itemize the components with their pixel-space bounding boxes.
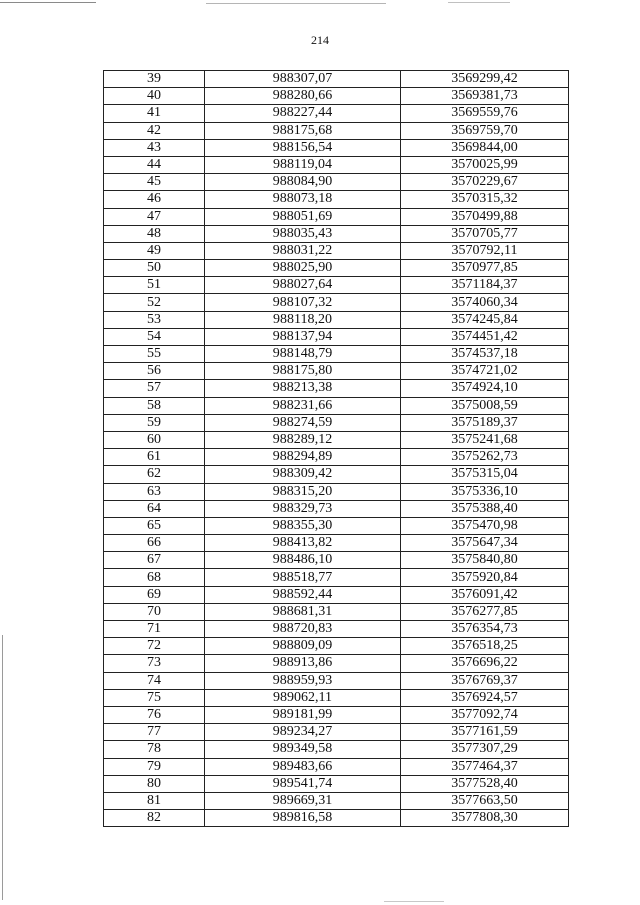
table-row xyxy=(104,569,569,586)
x-coordinate-cell: 988913,86 xyxy=(205,655,401,672)
x-coordinate-cell: 988119,04 xyxy=(205,156,401,173)
x-coordinate-cell: 988280,66 xyxy=(205,88,401,105)
x-coordinate-cell: 988051,69 xyxy=(205,208,401,225)
point-number-cell: 68 xyxy=(104,569,205,586)
x-coordinate-cell: 988315,20 xyxy=(205,483,401,500)
x-coordinate-cell: 988148,79 xyxy=(205,346,401,363)
x-coordinate-cell: 988486,10 xyxy=(205,552,401,569)
x-coordinate-cell: 988156,54 xyxy=(205,139,401,156)
point-number-cell: 76 xyxy=(104,706,205,723)
x-coordinate-cell: 988413,82 xyxy=(205,535,401,552)
y-coordinate-cell: 3575241,68 xyxy=(401,431,569,448)
y-coordinate-cell: 3576518,25 xyxy=(401,638,569,655)
y-coordinate-cell: 3576696,22 xyxy=(401,655,569,672)
y-coordinate-cell: 3574721,02 xyxy=(401,363,569,380)
y-coordinate-cell: 3576091,42 xyxy=(401,586,569,603)
x-coordinate-cell: 988329,73 xyxy=(205,500,401,517)
table-row xyxy=(104,311,569,328)
x-coordinate-cell: 988518,77 xyxy=(205,569,401,586)
table-row xyxy=(104,552,569,569)
x-coordinate-cell: 988025,90 xyxy=(205,260,401,277)
x-coordinate-cell: 988294,89 xyxy=(205,449,401,466)
y-coordinate-cell: 3571184,37 xyxy=(401,277,569,294)
point-number-cell: 78 xyxy=(104,741,205,758)
table-row xyxy=(104,655,569,672)
y-coordinate-cell: 3576354,73 xyxy=(401,621,569,638)
x-coordinate-cell: 988809,09 xyxy=(205,638,401,655)
x-coordinate-cell: 988031,22 xyxy=(205,242,401,259)
x-coordinate-cell: 989181,99 xyxy=(205,706,401,723)
x-coordinate-cell: 988175,68 xyxy=(205,122,401,139)
x-coordinate-cell: 988118,20 xyxy=(205,311,401,328)
y-coordinate-cell: 3575315,04 xyxy=(401,466,569,483)
point-number-cell: 70 xyxy=(104,603,205,620)
point-number-cell: 42 xyxy=(104,122,205,139)
y-coordinate-cell: 3574537,18 xyxy=(401,346,569,363)
table-row xyxy=(104,689,569,706)
point-number-cell: 72 xyxy=(104,638,205,655)
point-number-cell: 53 xyxy=(104,311,205,328)
table-row xyxy=(104,586,569,603)
table-row xyxy=(104,88,569,105)
table-row xyxy=(104,122,569,139)
point-number-cell: 65 xyxy=(104,517,205,534)
table-row xyxy=(104,466,569,483)
x-coordinate-cell: 988309,42 xyxy=(205,466,401,483)
y-coordinate-cell: 3575470,98 xyxy=(401,517,569,534)
page-number: 214 xyxy=(311,33,329,47)
table-row xyxy=(104,260,569,277)
x-coordinate-cell: 989669,31 xyxy=(205,792,401,809)
y-coordinate-cell: 3570499,88 xyxy=(401,208,569,225)
point-number-cell: 47 xyxy=(104,208,205,225)
y-coordinate-cell: 3575920,84 xyxy=(401,569,569,586)
x-coordinate-cell: 988959,93 xyxy=(205,672,401,689)
table-row xyxy=(104,397,569,414)
point-number-cell: 56 xyxy=(104,363,205,380)
x-coordinate-cell: 988084,90 xyxy=(205,174,401,191)
scan-edge-line xyxy=(2,635,3,900)
table-row xyxy=(104,431,569,448)
table-row xyxy=(104,414,569,431)
y-coordinate-cell: 3575647,34 xyxy=(401,535,569,552)
table-row xyxy=(104,346,569,363)
y-coordinate-cell: 3570025,99 xyxy=(401,156,569,173)
x-coordinate-cell: 988213,38 xyxy=(205,380,401,397)
table-row xyxy=(104,638,569,655)
x-coordinate-cell: 988073,18 xyxy=(205,191,401,208)
table-row xyxy=(104,277,569,294)
x-coordinate-cell: 988107,32 xyxy=(205,294,401,311)
point-number-cell: 50 xyxy=(104,260,205,277)
x-coordinate-cell: 988592,44 xyxy=(205,586,401,603)
y-coordinate-cell: 3577092,74 xyxy=(401,706,569,723)
y-coordinate-cell: 3575262,73 xyxy=(401,449,569,466)
x-coordinate-cell: 989234,27 xyxy=(205,724,401,741)
y-coordinate-cell: 3575388,40 xyxy=(401,500,569,517)
point-number-cell: 55 xyxy=(104,346,205,363)
y-coordinate-cell: 3574245,84 xyxy=(401,311,569,328)
scan-edge-line xyxy=(0,2,96,3)
table-row xyxy=(104,328,569,345)
point-number-cell: 45 xyxy=(104,174,205,191)
point-number-cell: 67 xyxy=(104,552,205,569)
x-coordinate-cell: 988720,83 xyxy=(205,621,401,638)
y-coordinate-cell: 3570705,77 xyxy=(401,225,569,242)
x-coordinate-cell: 988035,43 xyxy=(205,225,401,242)
table-row xyxy=(104,603,569,620)
table-row xyxy=(104,156,569,173)
table-row xyxy=(104,363,569,380)
point-number-cell: 59 xyxy=(104,414,205,431)
table-row xyxy=(104,517,569,534)
y-coordinate-cell: 3575008,59 xyxy=(401,397,569,414)
y-coordinate-cell: 3575189,37 xyxy=(401,414,569,431)
point-number-cell: 64 xyxy=(104,500,205,517)
x-coordinate-cell: 988227,44 xyxy=(205,105,401,122)
y-coordinate-cell: 3577161,59 xyxy=(401,724,569,741)
table-row xyxy=(104,294,569,311)
y-coordinate-cell: 3577808,30 xyxy=(401,810,569,827)
point-number-cell: 71 xyxy=(104,621,205,638)
y-coordinate-cell: 3570977,85 xyxy=(401,260,569,277)
table-row xyxy=(104,191,569,208)
coordinates-table xyxy=(103,70,569,827)
table-row xyxy=(104,535,569,552)
point-number-cell: 40 xyxy=(104,88,205,105)
point-number-cell: 74 xyxy=(104,672,205,689)
point-number-cell: 80 xyxy=(104,775,205,792)
y-coordinate-cell: 3574060,34 xyxy=(401,294,569,311)
point-number-cell: 73 xyxy=(104,655,205,672)
y-coordinate-cell: 3575336,10 xyxy=(401,483,569,500)
point-number-cell: 79 xyxy=(104,758,205,775)
x-coordinate-cell: 989816,58 xyxy=(205,810,401,827)
x-coordinate-cell: 988681,31 xyxy=(205,603,401,620)
table-row xyxy=(104,792,569,809)
point-number-cell: 69 xyxy=(104,586,205,603)
x-coordinate-cell: 989062,11 xyxy=(205,689,401,706)
scan-edge-line xyxy=(206,3,386,4)
point-number-cell: 49 xyxy=(104,242,205,259)
x-coordinate-cell: 988137,94 xyxy=(205,328,401,345)
y-coordinate-cell: 3569299,42 xyxy=(401,71,569,88)
point-number-cell: 58 xyxy=(104,397,205,414)
point-number-cell: 43 xyxy=(104,139,205,156)
table-row xyxy=(104,242,569,259)
point-number-cell: 77 xyxy=(104,724,205,741)
y-coordinate-cell: 3577307,29 xyxy=(401,741,569,758)
point-number-cell: 52 xyxy=(104,294,205,311)
table-row xyxy=(104,500,569,517)
table-row xyxy=(104,174,569,191)
table-row xyxy=(104,621,569,638)
point-number-cell: 81 xyxy=(104,792,205,809)
point-number-cell: 62 xyxy=(104,466,205,483)
table-row xyxy=(104,208,569,225)
y-coordinate-cell: 3570229,67 xyxy=(401,174,569,191)
x-coordinate-cell: 988274,59 xyxy=(205,414,401,431)
x-coordinate-cell: 988175,80 xyxy=(205,363,401,380)
table-row xyxy=(104,810,569,827)
y-coordinate-cell: 3569759,70 xyxy=(401,122,569,139)
y-coordinate-cell: 3577464,37 xyxy=(401,758,569,775)
x-coordinate-cell: 989483,66 xyxy=(205,758,401,775)
point-number-cell: 44 xyxy=(104,156,205,173)
table-row xyxy=(104,139,569,156)
y-coordinate-cell: 3574451,42 xyxy=(401,328,569,345)
x-coordinate-cell: 988027,64 xyxy=(205,277,401,294)
y-coordinate-cell: 3575840,80 xyxy=(401,552,569,569)
table-row xyxy=(104,672,569,689)
table-row xyxy=(104,105,569,122)
point-number-cell: 60 xyxy=(104,431,205,448)
y-coordinate-cell: 3577528,40 xyxy=(401,775,569,792)
x-coordinate-cell: 988231,66 xyxy=(205,397,401,414)
point-number-cell: 41 xyxy=(104,105,205,122)
table-row xyxy=(104,706,569,723)
point-number-cell: 75 xyxy=(104,689,205,706)
point-number-cell: 66 xyxy=(104,535,205,552)
point-number-cell: 57 xyxy=(104,380,205,397)
table-row xyxy=(104,724,569,741)
scan-edge-line xyxy=(384,901,444,902)
point-number-cell: 61 xyxy=(104,449,205,466)
y-coordinate-cell: 3576277,85 xyxy=(401,603,569,620)
point-number-cell: 63 xyxy=(104,483,205,500)
y-coordinate-cell: 3569381,73 xyxy=(401,88,569,105)
y-coordinate-cell: 3577663,50 xyxy=(401,792,569,809)
table-row xyxy=(104,741,569,758)
point-number-cell: 46 xyxy=(104,191,205,208)
scan-edge-line xyxy=(448,2,510,3)
point-number-cell: 39 xyxy=(104,71,205,88)
y-coordinate-cell: 3569844,00 xyxy=(401,139,569,156)
y-coordinate-cell: 3570315,32 xyxy=(401,191,569,208)
x-coordinate-cell: 988307,07 xyxy=(205,71,401,88)
y-coordinate-cell: 3569559,76 xyxy=(401,105,569,122)
x-coordinate-cell: 989349,58 xyxy=(205,741,401,758)
table-row xyxy=(104,380,569,397)
point-number-cell: 51 xyxy=(104,277,205,294)
table-row xyxy=(104,483,569,500)
table-row xyxy=(104,225,569,242)
x-coordinate-cell: 988289,12 xyxy=(205,431,401,448)
table-row xyxy=(104,758,569,775)
y-coordinate-cell: 3576769,37 xyxy=(401,672,569,689)
table-row xyxy=(104,71,569,88)
y-coordinate-cell: 3570792,11 xyxy=(401,242,569,259)
x-coordinate-cell: 988355,30 xyxy=(205,517,401,534)
x-coordinate-cell: 989541,74 xyxy=(205,775,401,792)
table-row xyxy=(104,775,569,792)
point-number-cell: 48 xyxy=(104,225,205,242)
point-number-cell: 82 xyxy=(104,810,205,827)
y-coordinate-cell: 3576924,57 xyxy=(401,689,569,706)
y-coordinate-cell: 3574924,10 xyxy=(401,380,569,397)
coordinates-table-body xyxy=(104,71,569,827)
table-row xyxy=(104,449,569,466)
point-number-cell: 54 xyxy=(104,328,205,345)
